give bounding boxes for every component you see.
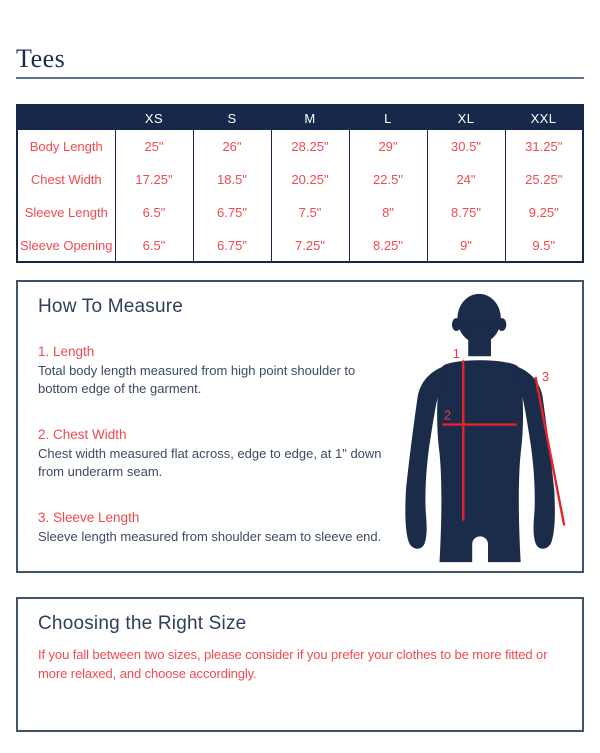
step-text: Sleeve length measured from shoulder seam to sleeve end.: [38, 529, 382, 544]
row-label-chest-width: Chest Width: [17, 163, 115, 196]
step-heading: 1. Length: [38, 344, 95, 359]
size-cell: 6.5": [115, 196, 193, 229]
how-to-measure-title: How To Measure: [38, 296, 184, 317]
step-text: Chest width measured flat across, edge to edge, at 1" down from underarm seam.: [38, 446, 382, 479]
size-cell: 20.25": [271, 163, 349, 196]
table-row-sleeve-length: [17, 196, 583, 229]
column-header-xxl: XXL: [505, 105, 583, 130]
step-heading: 3. Sleeve Length: [38, 510, 140, 525]
row-label-sleeve-length: Sleeve Length: [17, 196, 115, 229]
ear-shape: [452, 318, 461, 331]
measure-step-sleeve-length: [38, 510, 394, 546]
size-cell: 17.25": [115, 163, 193, 196]
choosing-size-box: [16, 597, 584, 732]
measure-step-chest-width: [38, 427, 394, 481]
size-cell: 29": [349, 130, 427, 163]
torso-shape: [437, 360, 523, 562]
size-cell: 7.25": [271, 229, 349, 262]
how-to-measure-box: [16, 280, 584, 573]
measurement-label-2: 2: [443, 407, 452, 423]
size-cell: 18.5": [193, 163, 271, 196]
size-cell: 9": [427, 229, 505, 262]
column-header-xl: XL: [427, 105, 505, 130]
choosing-size-text: If you fall between two sizes, please consider if you prefer your clothes to be more fitted or more relaxed, and choose accordingly.: [38, 647, 548, 681]
size-cell: 25.25": [505, 163, 583, 196]
body-silhouette-figure: [390, 283, 590, 570]
column-header-s: S: [193, 105, 271, 130]
size-cell: 22.5": [349, 163, 427, 196]
table-row-body-length: [17, 130, 583, 163]
measurement-label-1: 1: [452, 346, 460, 362]
size-cell: 8.75": [427, 196, 505, 229]
column-header-xs: XS: [115, 105, 193, 130]
table-row-sleeve-opening: [17, 229, 583, 262]
step-text: Total body length measured from high point shoulder to bottom edge of the garment.: [38, 363, 356, 396]
size-cell: 28.25": [271, 130, 349, 163]
size-cell: 31.25": [505, 130, 583, 163]
size-cell: 24": [427, 163, 505, 196]
column-header-m: M: [271, 105, 349, 130]
size-cell: 25": [115, 130, 193, 163]
page-title: Tees: [16, 44, 66, 74]
ear-shape: [497, 318, 506, 331]
size-cell: 6.75": [193, 229, 271, 262]
measure-step-length: [38, 344, 394, 398]
size-cell: 26": [193, 130, 271, 163]
size-cell: 8.25": [349, 229, 427, 262]
size-cell: 9.25": [505, 196, 583, 229]
row-label-body-length: Body Length: [17, 130, 115, 163]
step-heading: 2. Chest Width: [38, 427, 127, 442]
neck-shape: [468, 327, 491, 357]
row-label-sleeve-opening: Sleeve Opening: [17, 229, 115, 262]
size-table: [16, 104, 584, 263]
size-cell: 30.5": [427, 130, 505, 163]
size-cell: 8": [349, 196, 427, 229]
column-header-l: L: [349, 105, 427, 130]
table-row-chest-width: [17, 163, 583, 196]
measurement-label-3: 3: [541, 368, 549, 384]
body-silhouette: [405, 294, 555, 562]
measure-steps: [38, 344, 394, 546]
size-table-corner-cell: [17, 105, 115, 130]
size-cell: 9.5": [505, 229, 583, 262]
size-cell: 6.5": [115, 229, 193, 262]
size-cell: 6.75": [193, 196, 271, 229]
choosing-size-title: Choosing the Right Size: [38, 613, 247, 634]
measurement-diagram: [390, 283, 590, 570]
size-table-header-row: [17, 105, 583, 130]
title-divider: [16, 77, 584, 79]
size-cell: 7.5": [271, 196, 349, 229]
